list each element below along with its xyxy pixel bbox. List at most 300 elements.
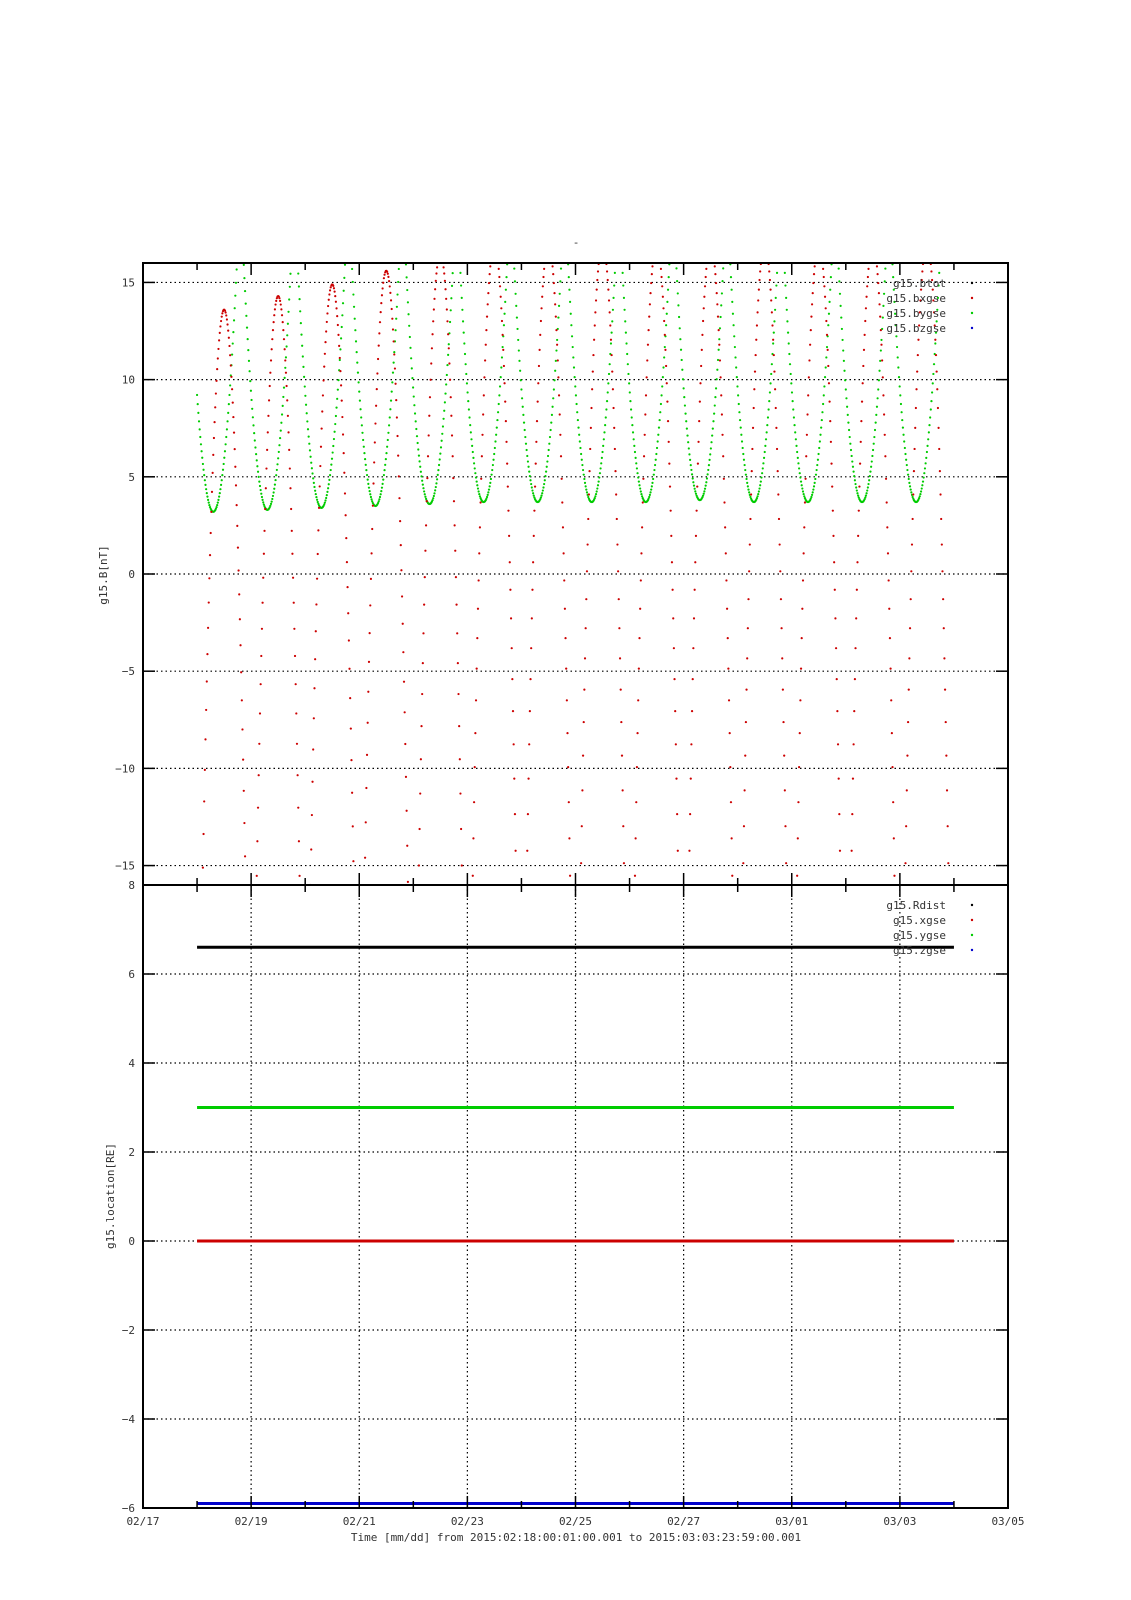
data-point — [249, 370, 251, 372]
data-point — [265, 467, 267, 469]
data-point — [459, 758, 461, 760]
data-point — [784, 284, 786, 286]
data-point — [638, 637, 640, 639]
data-point — [814, 478, 816, 480]
data-point — [461, 864, 463, 866]
data-point — [287, 431, 289, 433]
data-point — [832, 535, 834, 537]
data-point — [884, 455, 886, 457]
data-point — [770, 299, 772, 301]
data-point — [673, 678, 675, 680]
data-point — [775, 284, 777, 286]
data-point — [256, 465, 258, 467]
data-point — [789, 363, 791, 365]
data-point — [749, 518, 751, 520]
data-point — [864, 320, 866, 322]
data-point — [834, 617, 836, 619]
data-point — [350, 759, 352, 761]
data-point — [255, 453, 257, 455]
data-point — [260, 489, 262, 491]
data-point — [243, 822, 245, 824]
data-point — [457, 662, 459, 664]
data-point — [461, 309, 463, 311]
data-point — [424, 496, 426, 498]
data-point — [764, 451, 766, 453]
data-point — [904, 862, 906, 864]
data-point — [656, 447, 658, 449]
data-point — [368, 661, 370, 663]
data-point — [743, 825, 745, 827]
data-point — [258, 774, 260, 776]
data-point — [443, 272, 445, 274]
data-point — [394, 367, 396, 369]
data-point — [871, 455, 873, 457]
data-point — [395, 318, 397, 320]
y-tick-labels — [115, 276, 135, 872]
data-point — [825, 366, 827, 368]
data-point — [873, 436, 875, 438]
data-point — [367, 479, 369, 481]
data-point — [240, 671, 242, 673]
data-point — [930, 400, 932, 402]
data-point — [563, 552, 565, 554]
data-point — [688, 850, 690, 852]
data-point — [465, 373, 467, 375]
data-point — [258, 481, 260, 483]
data-point — [541, 296, 543, 298]
data-point — [285, 385, 287, 387]
data-point — [772, 342, 774, 344]
data-point — [391, 318, 393, 320]
data-point — [282, 321, 284, 323]
panel-magnetic-field — [97, 261, 1008, 886]
data-point — [740, 434, 742, 436]
data-point — [880, 329, 882, 331]
data-point — [724, 526, 726, 528]
data-point — [460, 828, 462, 830]
data-point — [513, 743, 515, 745]
data-point — [827, 324, 829, 326]
data-point — [832, 510, 834, 512]
data-point — [802, 579, 804, 581]
data-point — [800, 480, 802, 482]
data-point — [330, 464, 332, 466]
data-point — [267, 431, 269, 433]
data-point — [442, 266, 444, 268]
data-point — [531, 617, 533, 619]
data-point — [853, 475, 855, 477]
legend-label: g15.bxgse — [886, 292, 946, 305]
data-point — [836, 710, 838, 712]
data-point — [653, 474, 655, 476]
data-point — [838, 280, 840, 282]
data-point — [691, 710, 693, 712]
data-point — [446, 374, 448, 376]
data-point — [391, 381, 393, 383]
data-point — [697, 441, 699, 443]
data-point — [583, 721, 585, 723]
data-point — [208, 577, 210, 579]
data-point — [263, 530, 265, 532]
data-point — [302, 366, 304, 368]
data-point — [221, 474, 223, 476]
data-point — [853, 743, 855, 745]
data-point — [936, 370, 938, 372]
data-point — [643, 455, 645, 457]
data-point — [773, 332, 775, 334]
data-point — [885, 478, 887, 480]
data-point — [450, 415, 452, 417]
data-point — [358, 381, 360, 383]
data-point — [545, 471, 547, 473]
data-point — [287, 415, 289, 417]
data-point — [612, 297, 614, 299]
data-point — [784, 789, 786, 791]
data-point — [198, 420, 200, 422]
data-point — [939, 493, 941, 495]
data-point — [270, 359, 272, 361]
data-point — [669, 485, 671, 487]
data-point — [705, 485, 707, 487]
data-point — [808, 376, 810, 378]
data-point — [856, 561, 858, 563]
data-point — [890, 699, 892, 701]
data-point — [808, 359, 810, 361]
data-point — [533, 535, 535, 537]
data-point — [877, 388, 879, 390]
data-point — [365, 821, 367, 823]
data-point — [374, 422, 376, 424]
data-point — [667, 289, 669, 291]
data-point — [388, 424, 390, 426]
data-point — [797, 457, 799, 459]
data-point — [352, 860, 354, 862]
data-point — [430, 362, 432, 364]
data-point — [201, 457, 203, 459]
data-point — [204, 479, 206, 481]
data-point — [806, 434, 808, 436]
data-point — [599, 472, 601, 474]
data-point — [261, 602, 263, 604]
data-point — [374, 441, 376, 443]
data-point — [771, 324, 773, 326]
data-point — [538, 365, 540, 367]
data-point — [548, 443, 550, 445]
data-point — [241, 728, 243, 730]
data-point — [592, 370, 594, 372]
data-point — [487, 494, 489, 496]
data-point — [823, 276, 825, 278]
data-point — [574, 385, 576, 387]
data-point — [441, 433, 443, 435]
data-point — [298, 285, 300, 287]
data-point — [812, 488, 814, 490]
data-point — [378, 500, 380, 502]
data-point — [828, 301, 830, 303]
data-point — [598, 476, 600, 478]
data-point — [811, 494, 813, 496]
data-point — [376, 388, 378, 390]
data-point — [555, 349, 557, 351]
data-point — [317, 501, 319, 503]
data-point — [757, 493, 759, 495]
data-point — [788, 353, 790, 355]
y-axis-label: g15.B[nT] — [97, 545, 110, 605]
data-point — [412, 386, 414, 388]
data-point — [915, 388, 917, 390]
data-point — [282, 405, 284, 407]
data-point — [866, 489, 868, 491]
data-point — [199, 436, 201, 438]
data-point — [444, 280, 446, 282]
data-point — [703, 490, 705, 492]
data-point — [487, 303, 489, 305]
data-point — [803, 552, 805, 554]
data-point — [875, 422, 877, 424]
data-point — [212, 454, 214, 456]
data-point — [569, 875, 571, 877]
data-point — [799, 732, 801, 734]
data-point — [284, 377, 286, 379]
data-point — [679, 338, 681, 340]
data-point — [703, 307, 705, 309]
data-point — [623, 309, 625, 311]
data-point — [389, 285, 391, 287]
data-point — [853, 710, 855, 712]
data-point — [540, 496, 542, 498]
data-point — [777, 493, 779, 495]
data-point — [347, 612, 349, 614]
data-point — [488, 282, 490, 284]
data-point — [878, 379, 880, 381]
data-point — [343, 452, 345, 454]
data-point — [742, 862, 744, 864]
data-point — [816, 464, 818, 466]
data-point — [926, 445, 928, 447]
data-point — [862, 382, 864, 384]
data-point — [306, 420, 308, 422]
data-point — [908, 689, 910, 691]
data-point — [274, 308, 276, 310]
data-point — [528, 743, 530, 745]
data-point — [635, 462, 637, 464]
data-point — [207, 627, 209, 629]
data-point — [585, 485, 587, 487]
data-point — [386, 446, 388, 448]
data-point — [807, 394, 809, 396]
data-point — [256, 875, 258, 877]
data-point — [450, 297, 452, 299]
data-point — [245, 315, 247, 317]
data-point — [369, 604, 371, 606]
data-point — [633, 438, 635, 440]
data-point — [228, 337, 230, 339]
data-point — [795, 438, 797, 440]
data-point — [648, 496, 650, 498]
y-tick-label: −2 — [121, 1324, 135, 1337]
data-point — [461, 297, 463, 299]
data-point — [771, 311, 773, 313]
data-point — [365, 787, 367, 789]
data-point — [474, 766, 476, 768]
data-point — [396, 293, 398, 295]
data-point — [690, 464, 692, 466]
data-point — [221, 312, 223, 314]
y-tick-label: −15 — [115, 859, 135, 873]
data-point — [649, 292, 651, 294]
data-point — [466, 382, 468, 384]
data-point — [610, 342, 612, 344]
data-point — [436, 266, 438, 268]
data-point — [341, 416, 343, 418]
data-point — [796, 875, 798, 877]
data-point — [943, 657, 945, 659]
data-point — [720, 394, 722, 396]
data-point — [216, 504, 218, 506]
data-point — [563, 579, 565, 581]
data-point — [635, 801, 637, 803]
data-point — [505, 441, 507, 443]
data-point — [946, 789, 948, 791]
data-point — [337, 324, 339, 326]
data-point — [749, 543, 751, 545]
data-point — [829, 289, 831, 291]
data-point — [258, 476, 260, 478]
data-point — [804, 501, 806, 503]
data-point — [376, 372, 378, 374]
data-point — [595, 493, 597, 495]
data-point — [202, 469, 204, 471]
data-point — [875, 414, 877, 416]
data-point — [622, 825, 624, 827]
data-point — [366, 474, 368, 476]
data-point — [565, 668, 567, 670]
legend-label: g15.xgse — [893, 914, 946, 927]
data-point — [393, 361, 395, 363]
data-point — [737, 394, 739, 396]
data-point — [404, 711, 406, 713]
data-point — [319, 465, 321, 467]
data-point — [684, 412, 686, 414]
data-point — [500, 376, 502, 378]
data-point — [801, 608, 803, 610]
data-point — [947, 825, 949, 827]
data-point — [282, 396, 284, 398]
data-point — [698, 420, 700, 422]
data-point — [619, 657, 621, 659]
data-point — [926, 451, 928, 453]
legend-label: g15.btot — [893, 277, 946, 290]
data-point — [370, 498, 372, 500]
data-point — [579, 447, 581, 449]
data-point — [433, 308, 435, 310]
data-point — [257, 807, 259, 809]
data-point — [583, 474, 585, 476]
data-point — [688, 447, 690, 449]
data-point — [402, 623, 404, 625]
data-point — [596, 490, 598, 492]
data-point — [768, 408, 770, 410]
data-point — [543, 268, 545, 270]
data-point — [289, 286, 291, 288]
data-point — [332, 445, 334, 447]
x-tick-label: 03/05 — [991, 1515, 1025, 1528]
data-point — [649, 303, 651, 305]
data-point — [596, 289, 598, 291]
data-point — [321, 427, 323, 429]
data-point — [300, 334, 302, 336]
data-point — [689, 459, 691, 461]
data-point — [612, 407, 614, 409]
data-point — [938, 448, 940, 450]
data-point — [860, 420, 862, 422]
data-point — [210, 532, 212, 534]
data-point — [608, 299, 610, 301]
data-point — [242, 758, 244, 760]
data-point — [238, 593, 240, 595]
data-point — [865, 492, 867, 494]
data-point — [674, 710, 676, 712]
data-point — [786, 309, 788, 311]
data-point — [525, 443, 527, 445]
data-point — [201, 450, 203, 452]
data-point — [690, 743, 692, 745]
data-point — [400, 569, 402, 571]
data-point — [210, 511, 212, 513]
data-point — [481, 434, 483, 436]
data-point — [907, 721, 909, 723]
data-point — [739, 419, 741, 421]
data-point — [845, 397, 847, 399]
data-point — [502, 349, 504, 351]
data-point — [291, 530, 293, 532]
data-point — [276, 463, 278, 465]
data-point — [606, 270, 608, 272]
data-point — [680, 349, 682, 351]
data-point — [922, 480, 924, 482]
data-point — [396, 416, 398, 418]
data-point — [418, 828, 420, 830]
data-point — [361, 432, 363, 434]
data-point — [542, 285, 544, 287]
data-point — [260, 683, 262, 685]
data-point — [557, 359, 559, 361]
data-point — [206, 653, 208, 655]
data-point — [489, 482, 491, 484]
data-point — [448, 347, 450, 349]
data-point — [514, 280, 516, 282]
data-point — [227, 412, 229, 414]
data-point — [439, 458, 441, 460]
data-point — [217, 499, 219, 501]
data-point — [913, 448, 915, 450]
data-point — [877, 273, 879, 275]
data-point — [202, 463, 204, 465]
data-point — [703, 296, 705, 298]
data-point — [662, 376, 664, 378]
data-point — [693, 617, 695, 619]
data-point — [661, 385, 663, 387]
data-point — [786, 320, 788, 322]
data-point — [754, 370, 756, 372]
data-point — [497, 411, 499, 413]
data-point — [402, 651, 404, 653]
data-point — [743, 459, 745, 461]
data-point — [917, 339, 919, 341]
data-point — [792, 408, 794, 410]
data-point — [446, 308, 448, 310]
data-point — [810, 316, 812, 318]
